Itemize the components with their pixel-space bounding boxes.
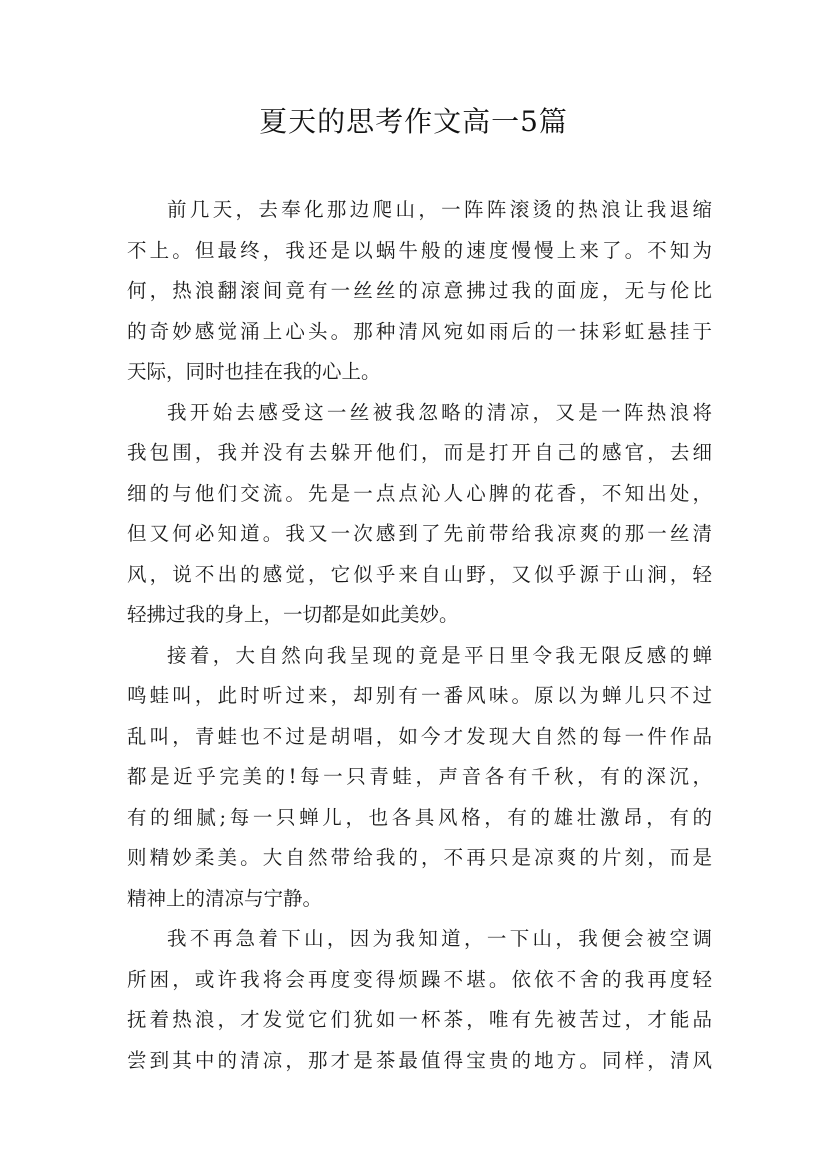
paragraph-line: 鸣蛙叫，此时听过来，却别有一番风味。原以为蝉儿只不过 (127, 684, 712, 707)
paragraph-line: 接着，大自然向我呈现的竟是平日里令我无限反感的蝉 (167, 643, 712, 667)
paragraph-line: 所困，或许我将会再度变得烦躁不堪。依依不舍的我再度轻 (127, 967, 712, 991)
paragraph-line: 何，热浪翻滚间竟有一丝丝的凉意拂过我的面庞，无与伦比 (127, 279, 712, 302)
paragraph-line: 不上。但最终，我还是以蜗牛般的速度慢慢上来了。不知为 (127, 238, 712, 262)
paragraph-line: 风，说不出的感觉，它似乎来自山野，又似乎源于山涧，轻 (127, 562, 712, 586)
paragraph-line: 有的细腻;每一只蝉儿，也各具风格，有的雄壮激昂，有的 (127, 805, 712, 829)
paragraph-line: 我开始去感受这一丝被我忽略的清凉，又是一阵热浪将 (167, 400, 712, 424)
paragraph-2 (127, 393, 712, 636)
paragraph-line: 抚着热浪，才发觉它们犹如一杯茶，唯有先被苦过，才能品 (127, 1008, 712, 1031)
paragraph-line: 天际，同时也挂在我的心上。 (127, 360, 381, 383)
paragraph-line: 我包围，我并没有去躲开他们，而是打开自己的感官，去细 (127, 441, 712, 464)
paragraph-line: 的奇妙感觉涌上心头。那种清风宛如雨后的一抹彩虹悬挂于 (127, 319, 712, 343)
document-body (127, 190, 712, 1081)
paragraph-line: 细的与他们交流。先是一点点沁人心脾的花香，不知出处， (127, 481, 712, 505)
paragraph-line: 我不再急着下山，因为我知道，一下山，我便会被空调 (167, 927, 712, 950)
document-title: 夏天的思考作文高一5篇 (259, 105, 568, 138)
paragraph-4 (127, 919, 712, 1081)
paragraph-line: 乱叫，青蛙也不过是胡唱，如今才发现大自然的每一件作品 (127, 724, 712, 748)
paragraph-line: 尝到其中的清凉，那才是茶最值得宝贵的地方。同样，清风 (127, 1048, 712, 1072)
paragraph-3 (127, 636, 712, 920)
paragraph-line: 都是近乎完美的!每一只青蛙，声音各有千秋，有的深沉， (127, 765, 712, 788)
paragraph-1 (127, 190, 712, 393)
paragraph-line: 则精妙柔美。大自然带给我的，不再只是凉爽的片刻，而是 (127, 846, 712, 869)
paragraph-line: 但又何必知道。我又一次感到了先前带给我凉爽的那一丝清 (127, 522, 712, 545)
paragraph-line: 前几天，去奉化那边爬山，一阵阵滚烫的热浪让我退缩 (167, 198, 712, 221)
paragraph-line: 轻拂过我的身上，一切都是如此美妙。 (127, 603, 459, 626)
paragraph-line: 精神上的清凉与宁静。 (127, 886, 323, 910)
